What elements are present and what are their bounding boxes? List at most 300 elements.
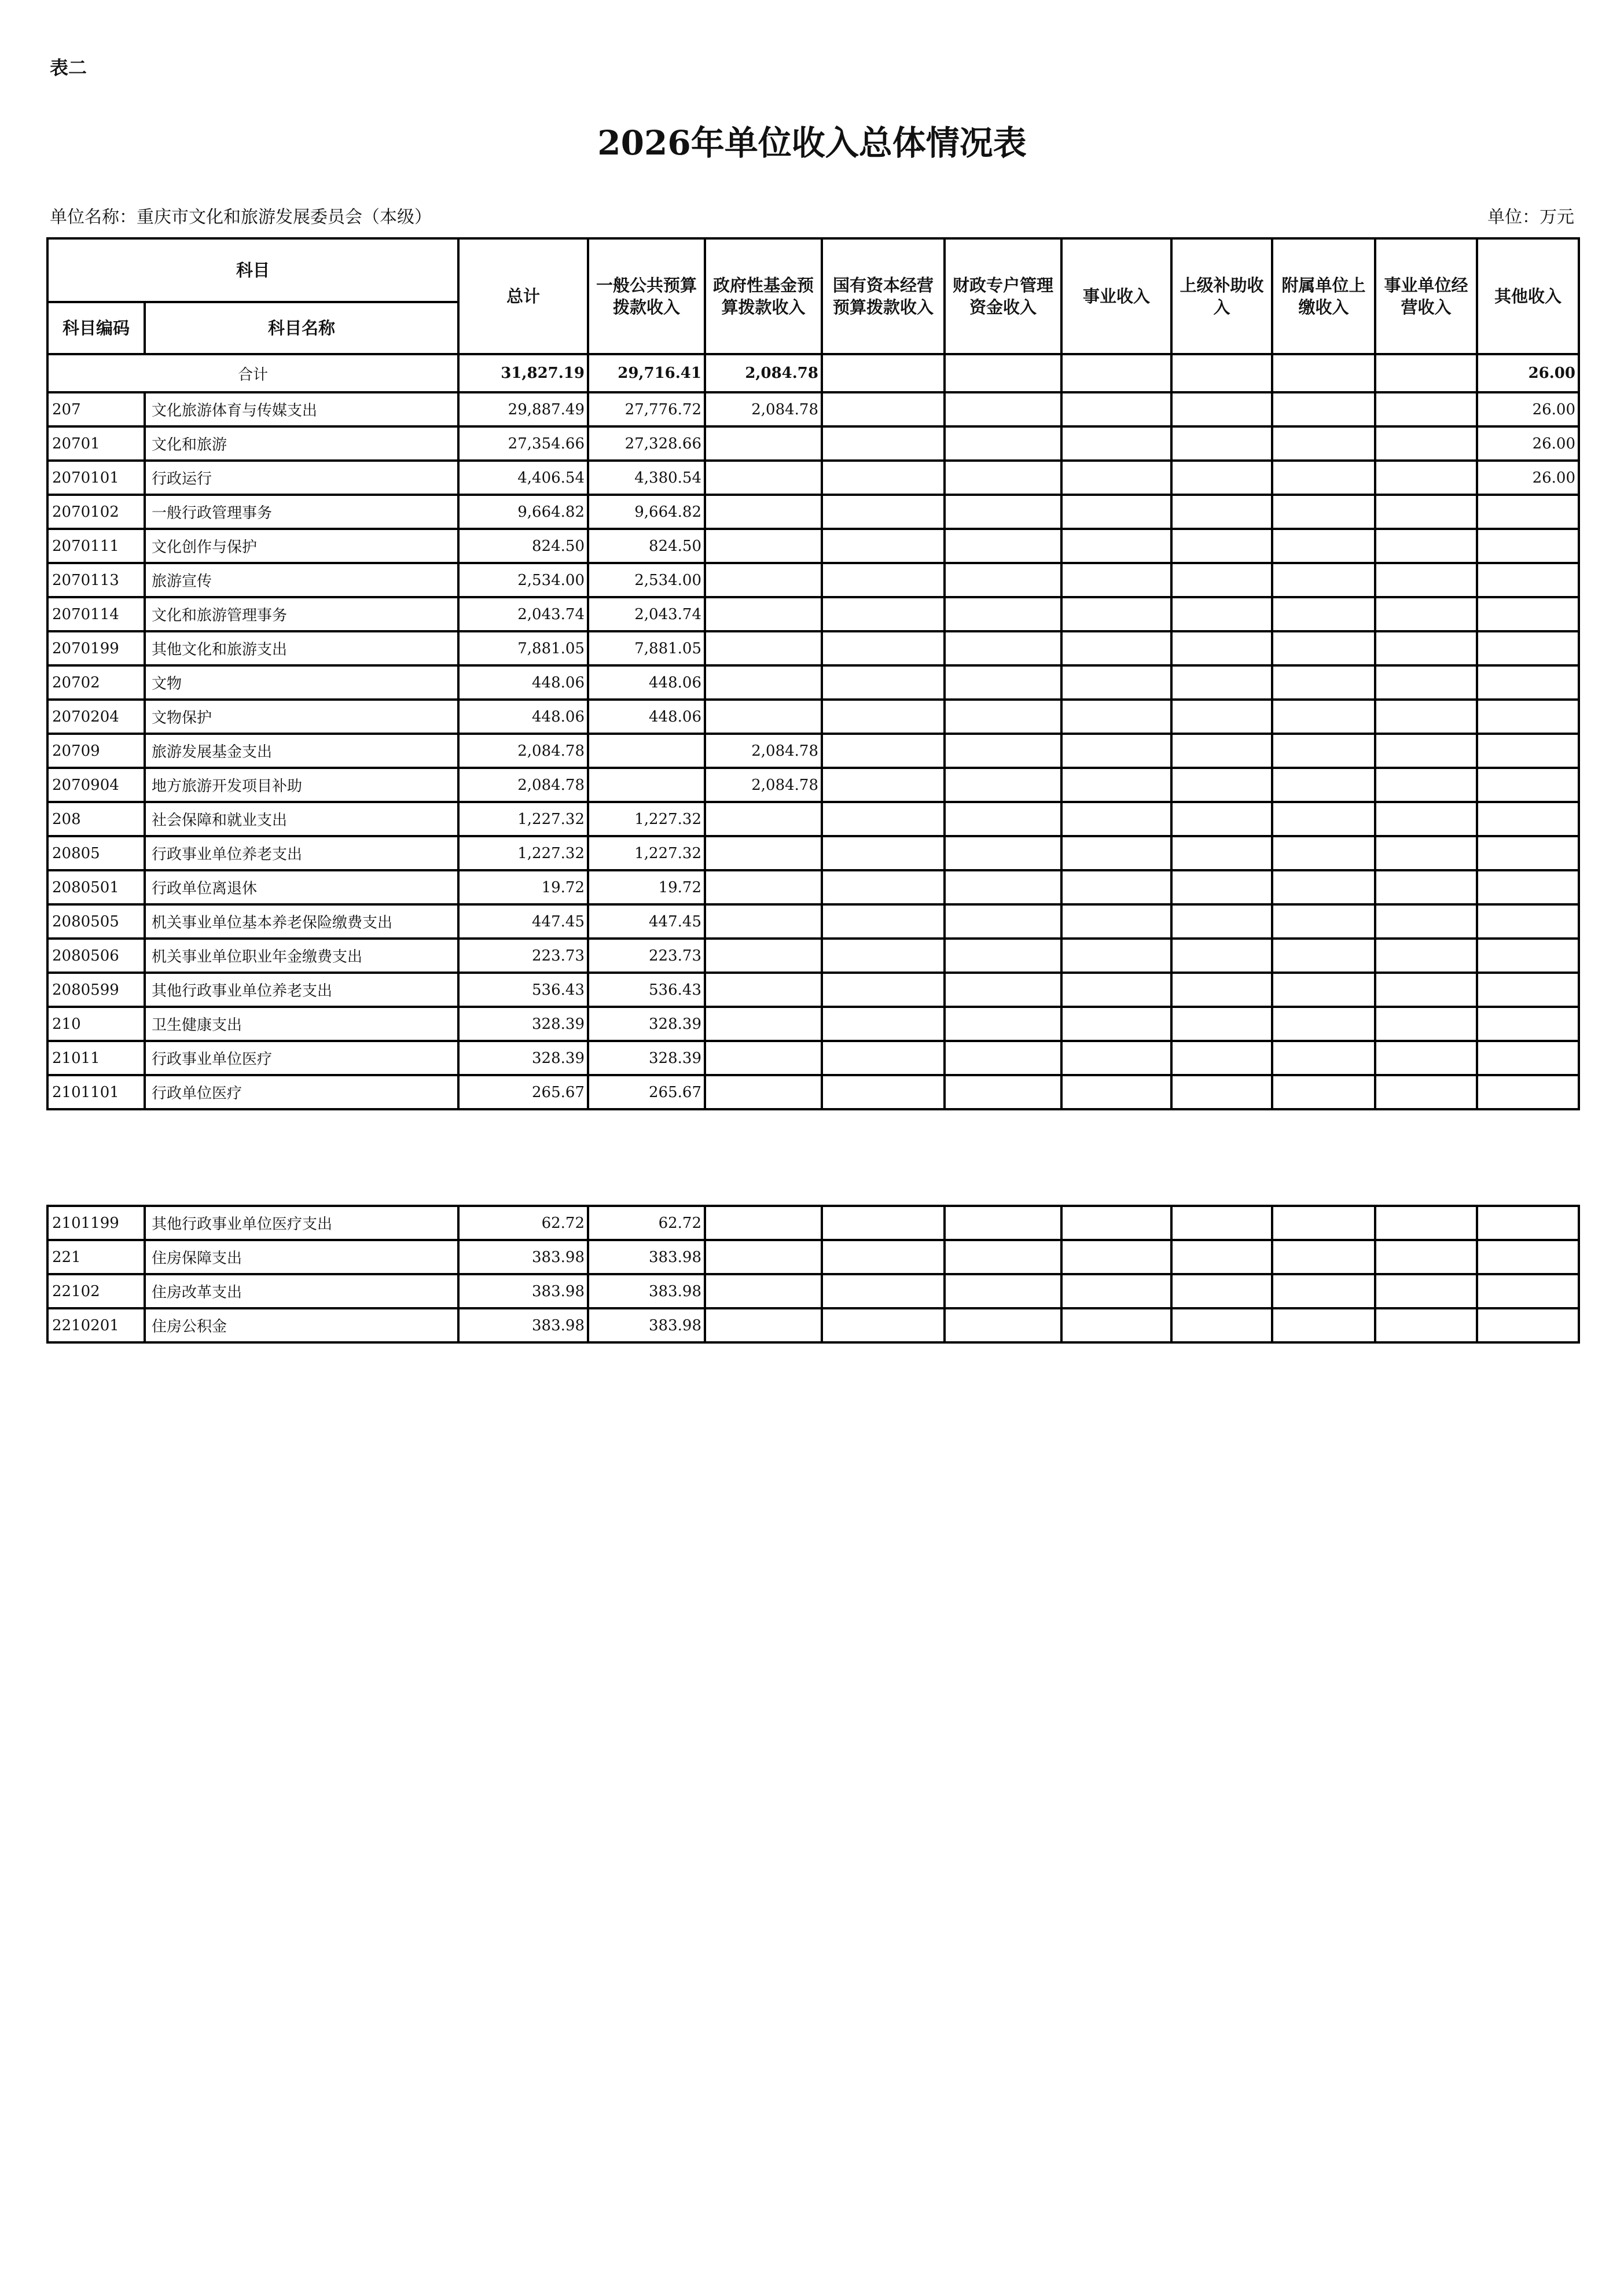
operating-income-cell (1375, 700, 1477, 734)
total-state (822, 354, 945, 392)
superior-subsidy-cell (1171, 1240, 1272, 1274)
business-income-cell (1061, 495, 1171, 529)
subject-code-cell: 2210201 (47, 1308, 145, 1342)
total-operating (1375, 354, 1477, 392)
total-total: 31,827.19 (458, 354, 588, 392)
gov-fund-cell (705, 1274, 822, 1308)
table-row (47, 461, 1579, 495)
subject-code-cell: 221 (47, 1240, 145, 1274)
gov-fund-cell (705, 870, 822, 904)
header-special-fund: 财政专户管理资金收入 (945, 238, 1061, 354)
table-row (47, 1206, 1579, 1240)
gov-fund-cell (705, 1075, 822, 1109)
header-total: 总计 (458, 238, 588, 354)
subject-code-cell: 2080501 (47, 870, 145, 904)
subject-name-cell: 旅游发展基金支出 (145, 734, 458, 768)
subject-code-cell: 2101199 (47, 1206, 145, 1240)
gov-fund-cell (705, 1308, 822, 1342)
other-income-cell (1477, 495, 1579, 529)
subject-name-cell: 文化和旅游 (145, 426, 458, 461)
superior-subsidy-cell (1171, 1075, 1272, 1109)
operating-income-cell (1375, 1007, 1477, 1041)
page-title: 2026年单位收入总体情况表 (597, 123, 1027, 163)
state-capital-cell (822, 1206, 945, 1240)
affiliated-payment-cell (1272, 495, 1375, 529)
gov-fund-cell (705, 597, 822, 631)
total-affiliated (1272, 354, 1375, 392)
affiliated-payment-cell (1272, 802, 1375, 836)
state-capital-cell (822, 426, 945, 461)
operating-income-cell (1375, 1274, 1477, 1308)
table-row (47, 665, 1579, 700)
header-gov-fund: 政府性基金预算拨款收入 (705, 238, 822, 354)
subject-code-cell: 2070199 (47, 631, 145, 665)
subject-code-cell: 2070904 (47, 768, 145, 802)
state-capital-cell (822, 1274, 945, 1308)
operating-income-cell (1375, 734, 1477, 768)
other-income-cell (1477, 1240, 1579, 1274)
table-row (47, 631, 1579, 665)
affiliated-payment-cell (1272, 392, 1375, 426)
other-income-cell (1477, 768, 1579, 802)
superior-subsidy-cell (1171, 1206, 1272, 1240)
general-budget-cell (588, 768, 705, 802)
business-income-cell (1061, 802, 1171, 836)
subject-name-cell: 行政单位离退休 (145, 870, 458, 904)
special-fund-cell (945, 1206, 1061, 1240)
state-capital-cell (822, 495, 945, 529)
total-special (945, 354, 1061, 392)
total-cell: 383.98 (458, 1274, 588, 1308)
total-label: 合计 (47, 354, 458, 392)
operating-income-cell (1375, 904, 1477, 939)
other-income-cell (1477, 1041, 1579, 1075)
superior-subsidy-cell (1171, 870, 1272, 904)
affiliated-payment-cell (1272, 904, 1375, 939)
other-income-cell: 26.00 (1477, 392, 1579, 426)
general-budget-cell: 1,227.32 (588, 802, 705, 836)
subject-code-cell: 2080506 (47, 939, 145, 973)
total-cell: 29,887.49 (458, 392, 588, 426)
other-income-cell (1477, 836, 1579, 870)
special-fund-cell (945, 665, 1061, 700)
business-income-cell (1061, 1308, 1171, 1342)
business-income-cell (1061, 1240, 1171, 1274)
total-cell: 9,664.82 (458, 495, 588, 529)
subject-code-cell: 2070113 (47, 563, 145, 597)
header-subject: 科目 (47, 238, 458, 302)
header-state-capital: 国有资本经营预算拨款收入 (822, 238, 945, 354)
subject-name-cell: 住房公积金 (145, 1308, 458, 1342)
business-income-cell (1061, 597, 1171, 631)
business-income-cell (1061, 768, 1171, 802)
affiliated-payment-cell (1272, 529, 1375, 563)
state-capital-cell (822, 1240, 945, 1274)
subject-code-cell: 20709 (47, 734, 145, 768)
superior-subsidy-cell (1171, 1308, 1272, 1342)
general-budget-cell: 4,380.54 (588, 461, 705, 495)
special-fund-cell (945, 529, 1061, 563)
gov-fund-cell (705, 529, 822, 563)
affiliated-payment-cell (1272, 700, 1375, 734)
state-capital-cell (822, 392, 945, 426)
business-income-cell (1061, 563, 1171, 597)
table-row (47, 836, 1579, 870)
special-fund-cell (945, 904, 1061, 939)
header-general-budget: 一般公共预算拨款收入 (588, 238, 705, 354)
table-row (47, 1075, 1579, 1109)
affiliated-payment-cell (1272, 631, 1375, 665)
special-fund-cell (945, 870, 1061, 904)
operating-income-cell (1375, 1308, 1477, 1342)
other-income-cell (1477, 870, 1579, 904)
general-budget-cell: 265.67 (588, 1075, 705, 1109)
other-income-cell (1477, 1075, 1579, 1109)
special-fund-cell (945, 734, 1061, 768)
general-budget-cell: 448.06 (588, 665, 705, 700)
header-superior-subsidy: 上级补助收入 (1171, 238, 1272, 354)
operating-income-cell (1375, 631, 1477, 665)
total-cell: 1,227.32 (458, 836, 588, 870)
table-row (47, 1041, 1579, 1075)
affiliated-payment-cell (1272, 1240, 1375, 1274)
affiliated-payment-cell (1272, 1075, 1375, 1109)
total-cell: 2,043.74 (458, 597, 588, 631)
affiliated-payment-cell (1272, 426, 1375, 461)
special-fund-cell (945, 973, 1061, 1007)
header-other-income: 其他收入 (1477, 238, 1579, 354)
total-business (1061, 354, 1171, 392)
subject-name-cell: 其他行政事业单位医疗支出 (145, 1206, 458, 1240)
general-budget-cell: 19.72 (588, 870, 705, 904)
subject-name-cell: 行政事业单位养老支出 (145, 836, 458, 870)
gov-fund-cell (705, 426, 822, 461)
operating-income-cell (1375, 1206, 1477, 1240)
affiliated-payment-cell (1272, 563, 1375, 597)
subject-code-cell: 2070102 (47, 495, 145, 529)
state-capital-cell (822, 734, 945, 768)
gov-fund-cell (705, 495, 822, 529)
total-cell: 7,881.05 (458, 631, 588, 665)
superior-subsidy-cell (1171, 495, 1272, 529)
superior-subsidy-cell (1171, 904, 1272, 939)
superior-subsidy-cell (1171, 563, 1272, 597)
table-row (47, 392, 1579, 426)
header-subject-name: 科目名称 (145, 302, 458, 354)
total-other: 26.00 (1477, 354, 1579, 392)
affiliated-payment-cell (1272, 1274, 1375, 1308)
operating-income-cell (1375, 529, 1477, 563)
business-income-cell (1061, 631, 1171, 665)
subject-name-cell: 住房保障支出 (145, 1240, 458, 1274)
other-income-cell (1477, 700, 1579, 734)
state-capital-cell (822, 870, 945, 904)
general-budget-cell: 2,534.00 (588, 563, 705, 597)
superior-subsidy-cell (1171, 700, 1272, 734)
table-row (47, 563, 1579, 597)
general-budget-cell: 223.73 (588, 939, 705, 973)
superior-subsidy-cell (1171, 426, 1272, 461)
gov-fund-cell (705, 1007, 822, 1041)
general-budget-cell: 7,881.05 (588, 631, 705, 665)
other-income-cell: 26.00 (1477, 461, 1579, 495)
subject-name-cell: 文物 (145, 665, 458, 700)
total-cell: 383.98 (458, 1240, 588, 1274)
state-capital-cell (822, 1041, 945, 1075)
subject-name-cell: 行政单位医疗 (145, 1075, 458, 1109)
state-capital-cell (822, 597, 945, 631)
special-fund-cell (945, 1075, 1061, 1109)
other-income-cell (1477, 665, 1579, 700)
table-row (47, 700, 1579, 734)
total-cell: 448.06 (458, 665, 588, 700)
general-budget-cell: 27,776.72 (588, 392, 705, 426)
state-capital-cell (822, 904, 945, 939)
superior-subsidy-cell (1171, 734, 1272, 768)
total-cell: 448.06 (458, 700, 588, 734)
subject-code-cell: 22102 (47, 1274, 145, 1308)
other-income-cell (1477, 904, 1579, 939)
operating-income-cell (1375, 1240, 1477, 1274)
subject-code-cell: 2080505 (47, 904, 145, 939)
operating-income-cell (1375, 802, 1477, 836)
operating-income-cell (1375, 563, 1477, 597)
total-cell: 223.73 (458, 939, 588, 973)
operating-income-cell (1375, 1041, 1477, 1075)
superior-subsidy-cell (1171, 973, 1272, 1007)
business-income-cell (1061, 461, 1171, 495)
subject-code-cell: 208 (47, 802, 145, 836)
subject-name-cell: 地方旅游开发项目补助 (145, 768, 458, 802)
subject-name-cell: 社会保障和就业支出 (145, 802, 458, 836)
special-fund-cell (945, 563, 1061, 597)
state-capital-cell (822, 631, 945, 665)
business-income-cell (1061, 665, 1171, 700)
special-fund-cell (945, 1308, 1061, 1342)
general-budget-cell: 27,328.66 (588, 426, 705, 461)
header-subject-code: 科目编码 (47, 302, 145, 354)
business-income-cell (1061, 1007, 1171, 1041)
affiliated-payment-cell (1272, 973, 1375, 1007)
table-row (47, 529, 1579, 563)
gov-fund-cell (705, 563, 822, 597)
total-cell: 383.98 (458, 1308, 588, 1342)
subject-name-cell: 行政运行 (145, 461, 458, 495)
business-income-cell (1061, 700, 1171, 734)
unit-name: 单位名称：重庆市文化和旅游发展委员会（本级） (50, 207, 432, 227)
business-income-cell (1061, 939, 1171, 973)
gov-fund-cell: 2,084.78 (705, 768, 822, 802)
state-capital-cell (822, 461, 945, 495)
gov-fund-cell (705, 631, 822, 665)
business-income-cell (1061, 1206, 1171, 1240)
business-income-cell (1061, 529, 1171, 563)
table-row (47, 1274, 1579, 1308)
special-fund-cell (945, 597, 1061, 631)
subject-code-cell: 21011 (47, 1041, 145, 1075)
other-income-cell (1477, 1206, 1579, 1240)
superior-subsidy-cell (1171, 631, 1272, 665)
affiliated-payment-cell (1272, 461, 1375, 495)
superior-subsidy-cell (1171, 529, 1272, 563)
affiliated-payment-cell (1272, 870, 1375, 904)
special-fund-cell (945, 802, 1061, 836)
state-capital-cell (822, 529, 945, 563)
general-budget-cell: 383.98 (588, 1240, 705, 1274)
superior-subsidy-cell (1171, 836, 1272, 870)
other-income-cell: 26.00 (1477, 426, 1579, 461)
business-income-cell (1061, 392, 1171, 426)
total-cell: 2,534.00 (458, 563, 588, 597)
state-capital-cell (822, 939, 945, 973)
table-row (47, 734, 1579, 768)
business-income-cell (1061, 836, 1171, 870)
operating-income-cell (1375, 426, 1477, 461)
business-income-cell (1061, 973, 1171, 1007)
general-budget-cell: 447.45 (588, 904, 705, 939)
subject-code-cell: 20805 (47, 836, 145, 870)
total-row (47, 354, 1579, 392)
table-row (47, 939, 1579, 973)
general-budget-cell: 536.43 (588, 973, 705, 1007)
affiliated-payment-cell (1272, 1206, 1375, 1240)
operating-income-cell (1375, 1075, 1477, 1109)
superior-subsidy-cell (1171, 802, 1272, 836)
special-fund-cell (945, 1007, 1061, 1041)
subject-code-cell: 2070111 (47, 529, 145, 563)
superior-subsidy-cell (1171, 1007, 1272, 1041)
subject-name-cell: 机关事业单位基本养老保险缴费支出 (145, 904, 458, 939)
header-affiliated-payment: 附属单位上缴收入 (1272, 238, 1375, 354)
general-budget-cell: 448.06 (588, 700, 705, 734)
general-budget-cell: 2,043.74 (588, 597, 705, 631)
subject-code-cell: 2080599 (47, 973, 145, 1007)
gov-fund-cell: 2,084.78 (705, 734, 822, 768)
special-fund-cell (945, 768, 1061, 802)
other-income-cell (1477, 802, 1579, 836)
subject-name-cell: 卫生健康支出 (145, 1007, 458, 1041)
superior-subsidy-cell (1171, 768, 1272, 802)
header-operating-income: 事业单位经营收入 (1375, 238, 1477, 354)
gov-fund-cell (705, 1041, 822, 1075)
other-income-cell (1477, 734, 1579, 768)
operating-income-cell (1375, 461, 1477, 495)
special-fund-cell (945, 461, 1061, 495)
income-table-continued (46, 1205, 1580, 1344)
gov-fund-cell (705, 1206, 822, 1240)
business-income-cell (1061, 1041, 1171, 1075)
general-budget-cell: 383.98 (588, 1274, 705, 1308)
other-income-cell (1477, 631, 1579, 665)
gov-fund-cell (705, 1240, 822, 1274)
affiliated-payment-cell (1272, 1007, 1375, 1041)
superior-subsidy-cell (1171, 665, 1272, 700)
affiliated-payment-cell (1272, 768, 1375, 802)
total-general: 29,716.41 (588, 354, 705, 392)
subject-code-cell: 20701 (47, 426, 145, 461)
other-income-cell (1477, 597, 1579, 631)
special-fund-cell (945, 700, 1061, 734)
table-row (47, 870, 1579, 904)
subject-code-cell: 2070101 (47, 461, 145, 495)
total-cell: 19.72 (458, 870, 588, 904)
business-income-cell (1061, 904, 1171, 939)
superior-subsidy-cell (1171, 597, 1272, 631)
affiliated-payment-cell (1272, 1308, 1375, 1342)
superior-subsidy-cell (1171, 1274, 1272, 1308)
table-row (47, 904, 1579, 939)
table-row (47, 426, 1579, 461)
special-fund-cell (945, 1041, 1061, 1075)
other-income-cell (1477, 563, 1579, 597)
operating-income-cell (1375, 495, 1477, 529)
subject-code-cell: 207 (47, 392, 145, 426)
superior-subsidy-cell (1171, 392, 1272, 426)
state-capital-cell (822, 1007, 945, 1041)
superior-subsidy-cell (1171, 939, 1272, 973)
special-fund-cell (945, 392, 1061, 426)
special-fund-cell (945, 939, 1061, 973)
general-budget-cell: 9,664.82 (588, 495, 705, 529)
subject-code-cell: 2070114 (47, 597, 145, 631)
operating-income-cell (1375, 939, 1477, 973)
table-row (47, 802, 1579, 836)
subject-name-cell: 其他行政事业单位养老支出 (145, 973, 458, 1007)
general-budget-cell: 62.72 (588, 1206, 705, 1240)
other-income-cell (1477, 973, 1579, 1007)
gov-fund-cell (705, 802, 822, 836)
form-label: 表二 (50, 57, 87, 79)
general-budget-cell: 1,227.32 (588, 836, 705, 870)
subject-code-cell: 2070204 (47, 700, 145, 734)
operating-income-cell (1375, 768, 1477, 802)
affiliated-payment-cell (1272, 597, 1375, 631)
state-capital-cell (822, 563, 945, 597)
special-fund-cell (945, 1240, 1061, 1274)
total-cell: 328.39 (458, 1007, 588, 1041)
operating-income-cell (1375, 665, 1477, 700)
business-income-cell (1061, 870, 1171, 904)
total-cell: 265.67 (458, 1075, 588, 1109)
other-income-cell (1477, 529, 1579, 563)
gov-fund-cell (705, 461, 822, 495)
affiliated-payment-cell (1272, 665, 1375, 700)
total-cell: 447.45 (458, 904, 588, 939)
other-income-cell (1477, 939, 1579, 973)
table-row (47, 495, 1579, 529)
affiliated-payment-cell (1272, 836, 1375, 870)
total-cell: 2,084.78 (458, 768, 588, 802)
subject-name-cell: 其他文化和旅游支出 (145, 631, 458, 665)
operating-income-cell (1375, 836, 1477, 870)
business-income-cell (1061, 1274, 1171, 1308)
total-cell: 62.72 (458, 1206, 588, 1240)
total-cell: 328.39 (458, 1041, 588, 1075)
state-capital-cell (822, 1308, 945, 1342)
table-row (47, 1240, 1579, 1274)
subject-name-cell: 机关事业单位职业年金缴费支出 (145, 939, 458, 973)
affiliated-payment-cell (1272, 939, 1375, 973)
subject-name-cell: 一般行政管理事务 (145, 495, 458, 529)
subject-name-cell: 文物保护 (145, 700, 458, 734)
table-row (47, 973, 1579, 1007)
other-income-cell (1477, 1274, 1579, 1308)
affiliated-payment-cell (1272, 734, 1375, 768)
total-cell: 4,406.54 (458, 461, 588, 495)
total-cell: 27,354.66 (458, 426, 588, 461)
affiliated-payment-cell (1272, 1041, 1375, 1075)
other-income-cell (1477, 1308, 1579, 1342)
